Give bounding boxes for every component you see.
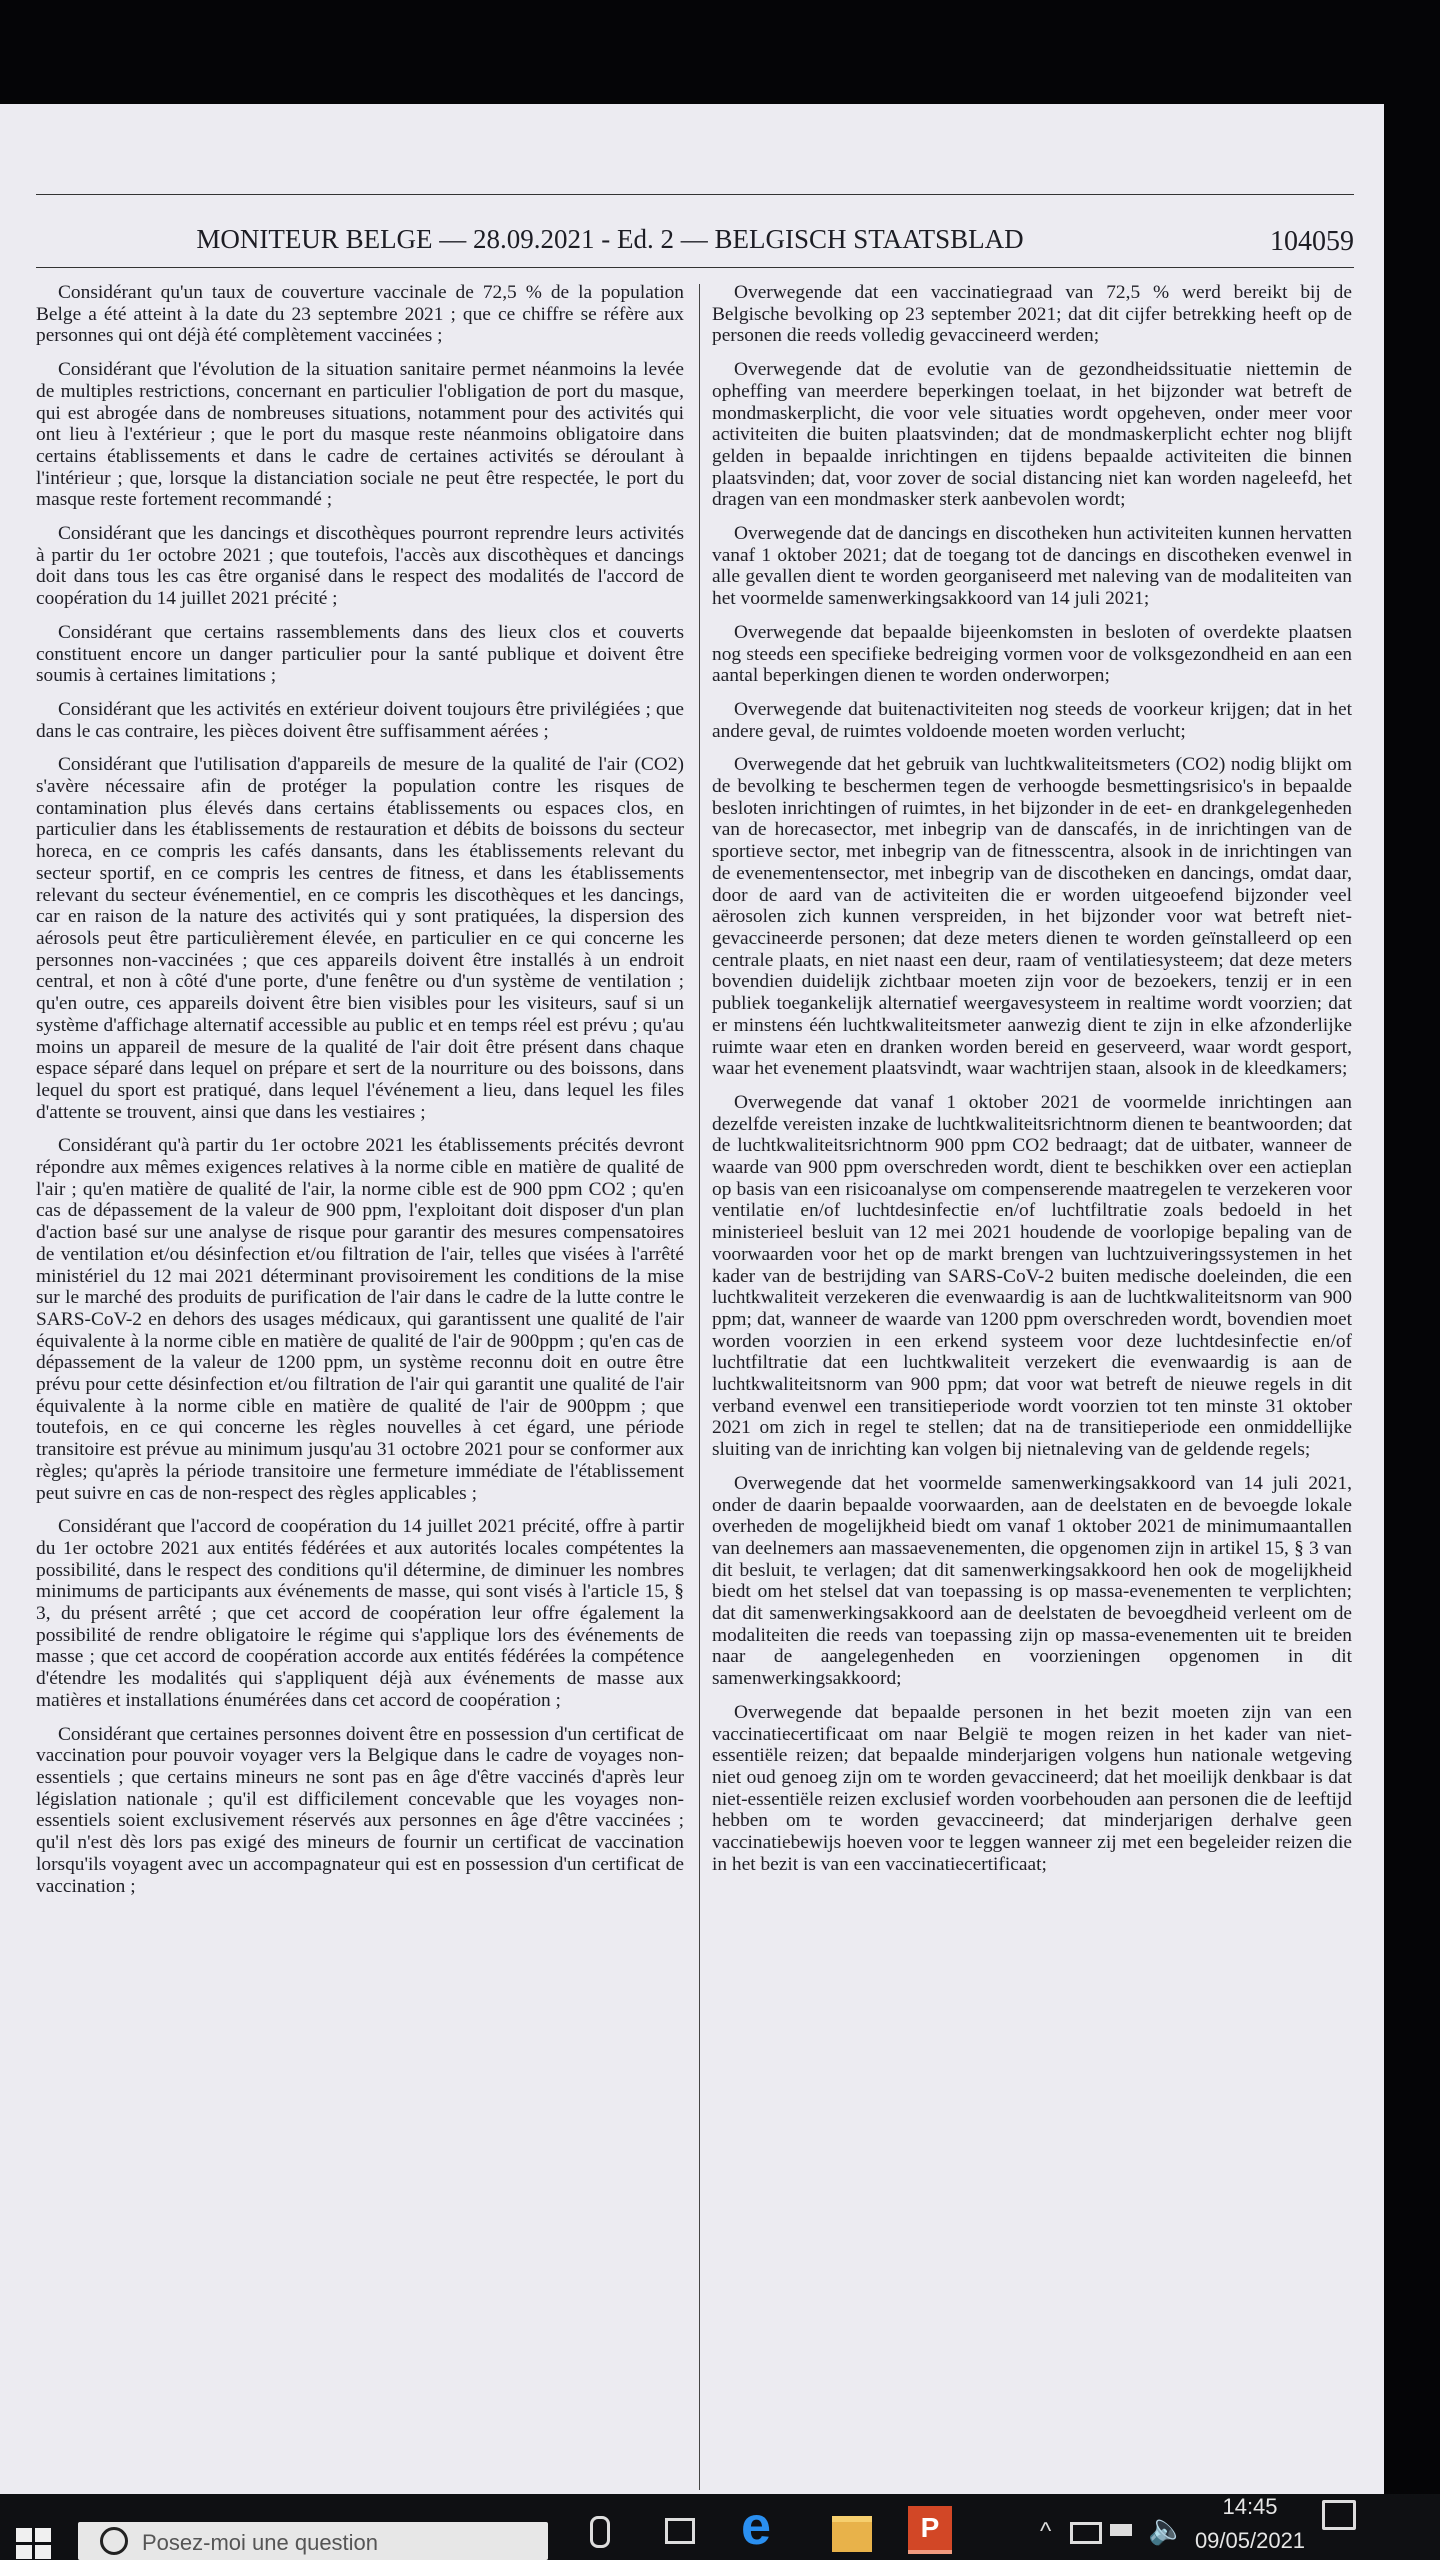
page-number: 104059 [1270, 226, 1354, 257]
french-paragraph: Considérant que certaines personnes doivent être en possession d'un certificat de vaccination pour pouvoir voyager vers la Belgique dans le cadre de voyages non-essentiels ; que certains mineurs ne sont pas en âge d'être vaccinés d'après leur législation nationale ; qu'il est difficilement concevable que les voyages non-essentiels soient exclusivement réservés aux personnes en âge d'être vaccinées ; qu'il n'est dès lors pas exigé des mineurs de fournir un certificat de vaccination lorsqu'ils voyagent avec un accompagnateur qui est en possession d'un certificat de vaccination ; [36, 1723, 684, 1897]
french-paragraph: Considérant que l'accord de coopération du 14 juillet 2021 précité, offre à partir du 1er octobre 2021 aux entités fédérées et aux autorités locales compétentes la possibilité, dans le respect des conditions qu'il détermine, de diminuer les nombres minimums de participants aux événements de masse, qui sont visés à l'article 15, § 3, du présent arrêté ; que cet accord de coopération leur offre également la possibilité de rendre obligatoire le régime qui s'applique lors des événements de masse ; que cet accord de coopération accorde aux entités fédérées la compétence d'étendre les modalités qui s'appliquent déjà aux événements de masse aux matières et installations énumérées dans cet accord de coopération ; [36, 1516, 684, 1711]
dutch-column [712, 282, 1352, 2488]
taskbar-search-box[interactable] [78, 2522, 548, 2560]
header-bottom-rule [36, 267, 1354, 268]
windows-start-icon[interactable] [16, 2528, 56, 2560]
search-icon [100, 2527, 128, 2555]
dutch-paragraph: Overwegende dat een vaccinatiegraad van 72,5 % werd bereikt bij de Belgische bevolking op 23 september 2021; dat dit cijfer betrekking heeft op de personen die reeds volledig gevaccineerd werden; [712, 282, 1352, 347]
clock-date[interactable]: 09/05/2021 [1194, 2528, 1306, 2553]
header-top-rule [36, 194, 1354, 195]
dutch-paragraph: Overwegende dat het gebruik van luchtkwaliteitsmeters (CO2) nodig blijkt om de bevolking te beschermen tegen de verhoogde besmettingsrisico's in bepaalde besloten inrichtingen of ruimtes, in het bijzonder in de eet- en drankgelegenheden van de horecasector, met inbegrip van de danscafés, in de inrichtingen van de sportieve sector, met inbegrip van de fitnesscentra, alsook in de inrichtingen van de evenementensector, met inbegrip van de discotheken en dancings, omdat daar, door de aard van de activiteiten die er worden uitgeoefend bijzonder veel aërosolen zich kunnen verspreiden, in het bijzonder voor wat betreft niet-gevaccineerde personen; dat deze meters dienen te worden geïnstalleerd op een centrale plaats, en niet naast een deur, raam of ventilatiesysteem; dat deze meters bovendien duidelijk zichtbaar moeten zijn voor de bezoekers, tenzij er in een publiek toegankelijk alternatief weergavesysteem in realtime wordt voorzien; dat er minstens één luchtkwaliteitsmeter aanwezig dient te zijn in elke afzonderlijke ruimte waar eten en dranken worden bereid en geserveerd, waar wordt gesport, waar het evenement plaatsvindt, waar wachtrijen staan, alsook in de kleedkamers; [712, 754, 1352, 1080]
page-header [36, 216, 1354, 262]
dutch-paragraph: Overwegende dat de dancings en discotheken hun activiteiten kunnen hervatten vanaf 1 oktober 2021; dat de toegang tot de dancings en discotheken evenwel in alle gevallen dient te worden georganiseerd met naleving van de modaliteiten van het voormelde samenwerkingsakkoord van 14 juli 2021; [712, 523, 1352, 610]
file-explorer-icon[interactable] [832, 2516, 872, 2552]
powerpoint-icon[interactable]: P [908, 2506, 952, 2554]
search-placeholder: Posez-moi une question [142, 2530, 379, 2555]
notification-icon[interactable] [1322, 2500, 1356, 2530]
dutch-paragraph: Overwegende dat het voormelde samenwerkingsakkoord van 14 juli 2021, onder de daarin bepaalde voorwaarden, aan de deelstaten en de bevoegde lokale overheden de mogelijkheid biedt om vanaf 1 oktober 2021 de minimumaantallen van deelnemers aan massaevenementen, die opgenomen zijn in artikel 15, § 3 van dit besluit, te verlagen; dat dit samenwerkingsakkoord hen ook de mogelijkheid biedt om het stelsel dat van toepassing is op massa-evenementen te verplichten; dat dit samenwerkingsakkoord aan de deelstaten de bevoegdheid verleent om de modaliteiten die reeds van toepassing zijn op massa-evenementen uit te breiden naar de aangelegenheden en voorzieningen opgenomen in dit samenwerkingsakkoord; [712, 1472, 1352, 1690]
microphone-icon[interactable] [590, 2516, 610, 2548]
french-paragraph: Considérant que l'utilisation d'appareils de mesure de la qualité de l'air (CO2) s'avère nécessaire afin de protéger la population contre les risques de contamination plus élevés dans certains établissements ou espaces clos, en particulier dans les établissements de restauration et débits de boissons du secteur horeca, en ce compris les cafés dansants, dans les établissements relevant du secteur sportif, en ce compris les centres de fitness, et dans les établissements relevant du secteur événementiel, en ce compris les discothèques et les dancings, car en raison de la nature des activités qui y sont pratiquées, la dispersion des aérosols peut être particulièrement élevée, en particulier en ce qui concerne les personnes non-vaccinées ; que ces appareils doivent être installés à un endroit central, et non à côté d'une porte, d'une fenêtre ou d'un système de ventilation ; qu'en outre, ces appareils doivent être bien visibles pour les visiteurs, sauf si un système d'affichage alternatif accessible au public et en temps réel est prévu ; qu'au moins un appareil de mesure de la qualité de l'air doit être présent dans chaque espace séparé dans lequel on prépare et sert de la nourriture ou des boissons, dans lequel du sport est pratiqué, dans lequel l'événement a lieu, dans lequel les files d'attente se trouvent, ainsi que dans les vestiaires ; [36, 754, 684, 1123]
publication-header-title: MONITEUR BELGE — 28.09.2021 - Ed. 2 — BELGISCH STAATSBLAD [196, 224, 1024, 254]
tray-chevron-icon[interactable]: ^ [1040, 2518, 1052, 2545]
french-paragraph: Considérant qu'à partir du 1er octobre 2021 les établissements précités devront répondre aux mêmes exigences relatives à la norme cible en matière de qualité de l'air ; qu'en matière de qualité de l'air, la norme cible est de 900 ppm CO2 ; qu'en cas de dépassement de la valeur de 900 ppm, l'exploitant doit disposer d'un plan d'action basé sur une analyse de risque pour garantir des mesures compensatoires de ventilation et/ou désinfection et/ou filtration de l'air, telles que visées à l'arrêté ministériel du 12 mai 2021 déterminant provisoirement les conditions de la mise sur le marché des produits de purification de l'air dans le cadre de la lutte contre le SARS-CoV-2 en dehors des usages médicaux, qui garantissent une qualité de l'air équivalente à la norme cible en matière de qualité de l'air de 900ppm ; qu'en cas de dépassement de la valeur de 1200 ppm, un système reconnu doit en outre être prévu pour cette désinfection et/ou filtration de l'air qui garantit une qualité de l'air équivalente à la norme cible en matière de qualité de l'air de 900ppm ; que toutefois, en ce qui concerne les règles nouvelles à cet égard, une période transitoire est prévue au minimum jusqu'au 31 octobre 2021 pour se conformer aux règles; qu'après la période transitoire une fermeture immédiate de l'établissement peut suivre en cas de non-respect des règles applicables ; [36, 1135, 684, 1504]
french-paragraph: Considérant que les activités en extérieur doivent toujours être privilégiées ; que dans le cas contraire, les pièces doivent être suffisamment aérées ; [36, 698, 684, 742]
dutch-paragraph: Overwegende dat bepaalde personen in het bezit moeten zijn van een vaccinatiecertificaat om naar België te mogen reizen in het kader van niet-essentiële reizen; dat bepaalde minderjarigen volgens hun nationale wetgeving niet oud genoeg zijn om te worden gevaccineerd; dat het moeilijk denkbaar is dat niet-essentiële reizen exclusief worden voorbehouden aan personen die de leeftijd hebben om te worden gevaccineerd; dat minderjarigen derhalve geen vaccinatiebewijs hoeven voor te leggen wanneer zij met een begeleider reizen die in het bezit is van een vaccinatiecertificaat; [712, 1701, 1352, 1875]
battery-icon[interactable] [1110, 2524, 1132, 2536]
edge-browser-icon[interactable]: e [740, 2496, 772, 2556]
dutch-paragraph: Overwegende dat buitenactiviteiten nog steeds de voorkeur krijgen; dat in het andere geval, de ruimtes voldoende moeten worden verlucht; [712, 698, 1352, 742]
french-paragraph: Considérant que certains rassemblements dans des lieux clos et couverts constituent encore un danger particulier pour la santé publique et doivent être soumis à certaines limitations ; [36, 621, 684, 687]
scanned-document-page [0, 104, 1384, 2494]
french-paragraph: Considérant que les dancings et discothèques pourront reprendre leurs activités à partir du 1er octobre 2021 ; que toutefois, l'accès aux discothèques et dancings doit dans tous les cas être organisé dans le respect des modalités de l'accord de coopération du 14 juillet 2021 précité ; [36, 523, 684, 610]
task-view-icon[interactable] [665, 2518, 695, 2544]
dutch-paragraph: Overwegende dat vanaf 1 oktober 2021 de voormelde inrichtingen aan dezelfde vereisten inzake de luchtkwaliteitsrichtnorm dienen te beantwoorden; dat de luchtkwaliteitsrichtnorm 900 ppm CO2 bedraagt; dat de uitbater, wanneer de waarde van 900 ppm overschreden wordt, dient te beschikken over een actieplan op basis van een risicoanalyse om compenserende maatregelen te verzekeren voor ventilatie en/of luchtdesinfectie en/of luchtfiltratie zoals bedoeld in het ministerieel besluit van 12 mei 2021 houdende de voorlopige bepaling van de voorwaarden voor het op de markt brengen van luchtzuiveringssystemen in het kader van de bestrijding van SARS-CoV-2 buiten medische doeleinden, die een luchtkwaliteit verzekeren die evenwaardig is aan de luchtkwaliteitsnorm van 900 ppm; dat, wanneer de waarde van 1200 ppm overschreden wordt, bovendien moet worden voorzien in een erkend systeem voor deze luchtdesinfectie en/of luchtfiltratie dat een luchtkwaliteit verzekert die evenwaardig is aan de luchtkwaliteitsnorm van 900 ppm; dat voor wat betreft de nieuwe regels in dit verband evenwel een transitieperiode wordt voorzien tot ten minste 31 oktober 2021 om zich in regel te stellen; dat na de transitieperiode een onmiddellijke sluiting van de inrichting kan volgen bij nietnaleving van de geldende regels; [712, 1091, 1352, 1461]
windows-taskbar [0, 2494, 1440, 2560]
french-column [36, 282, 684, 2488]
volume-icon[interactable]: 🔈 [1148, 2513, 1186, 2546]
french-paragraph: Considérant qu'un taux de couverture vaccinale de 72,5 % de la population Belge a été atteint à la date du 23 septembre 2021 ; que ce chiffre se réfère aux personnes qui ont déjà été complètement vaccinées ; [36, 282, 684, 347]
french-paragraph: Considérant que l'évolution de la situation sanitaire permet néanmoins la levée de multiples restrictions, concernant en particulier l'obligation de port du masque, qui est abrogée dans de nombreuses situations, notamment pour des activités qui ont lieu à l'extérieur ; que le port du masque reste néanmoins obligatoire dans certains établissements et dans le cadre de certaines activités se déroulant à l'intérieur ; que, lorsque la distanciation sociale ne peut être respectée, le port du masque reste fortement recommandé ; [36, 359, 684, 511]
clock-time[interactable]: 14:45 [1222, 2494, 1278, 2519]
network-icon[interactable] [1070, 2522, 1102, 2544]
column-divider [699, 284, 700, 2490]
dutch-paragraph: Overwegende dat de evolutie van de gezondheidssituatie niettemin de opheffing van meerdere beperkingen toelaat, in het bijzonder wat betreft de mondmaskerplicht, die voor vele situaties wordt opgeheven, onder meer voor activiteiten die buiten plaatsvinden; dat de mondmaskerplicht echter nog blijft gelden in bepaalde inrichtingen en tijdens bepaalde activiteiten die binnen plaatsvinden; dat, voor zover de social distancing niet kan worden nageleefd, het dragen van een mondmasker sterk aanbevolen wordt; [712, 359, 1352, 511]
dutch-paragraph: Overwegende dat bepaalde bijeenkomsten in besloten of overdekte plaatsen nog steeds een specifieke bedreiging vormen voor de volksgezondheid en aan een aantal beperkingen dienen te worden onderworpen; [712, 621, 1352, 687]
